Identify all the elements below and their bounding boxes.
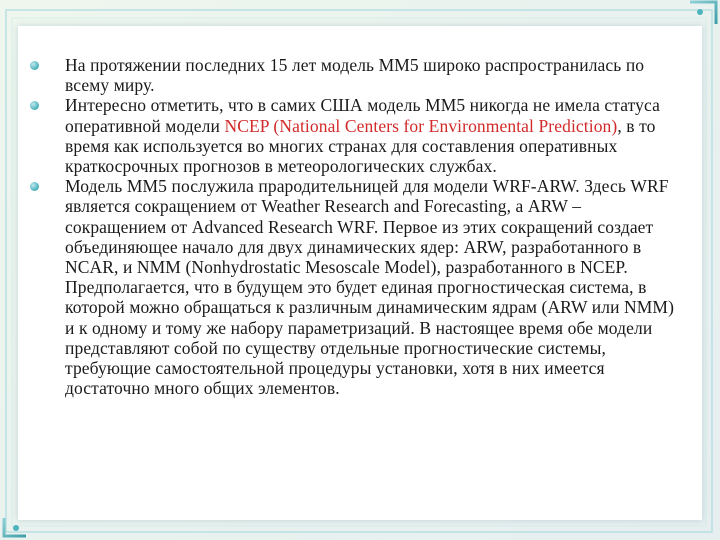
bullet-list-area <box>28 55 678 398</box>
bullet-icon <box>30 61 39 70</box>
list-item <box>28 176 678 398</box>
bullet-text-after: , в то время как используется во многих странах для составления оперативных краткосрочных прогнозов в метеорологических службах. <box>65 115 656 177</box>
bullet-text: На протяжении последних 15 лет модель ММ5 широко распространилась по всему миру. <box>65 55 645 96</box>
corner-dot-bottom-left <box>13 525 19 531</box>
corner-dot-top-right <box>697 9 703 15</box>
list-item <box>28 55 678 95</box>
bullet-text-before: Интересно отметить, что в самих США модель ММ5 никогда не имела статуса оперативной модели <box>65 95 660 136</box>
bullet-list <box>28 55 678 398</box>
bullet-icon <box>30 182 39 191</box>
bullet-icon <box>30 101 39 110</box>
ncep-highlight: NCEP (National Centers for Environmental Prediction) <box>224 115 618 136</box>
bullet-text: Модель ММ5 послужила прародительницей для модели WRF-ARW. Здесь WRF является сокращением от Weather Research and Forecasting, а ARW – сокращением от Advanced Research WRF. Первое из этих сокращений создает объединяющее начало для двух динамических ядер: ARW, разработанного в NCAR, и NMM (Nonhydrostatic Mesoscale Model), разработанного в NCEP. Предполагается, что в будущем это будет единая прогностическая система, в которой можно обращаться к различным динамическим ядрам (ARW или NMM) и к одному и тому же набору параметризаций. В настоящее время обе модели представляют собой по существу отдельные прогностические системы, требующие самостоятельной процедуры установки, хотя в них имеется достаточно много общих элементов. <box>65 176 674 399</box>
list-item <box>28 95 678 176</box>
